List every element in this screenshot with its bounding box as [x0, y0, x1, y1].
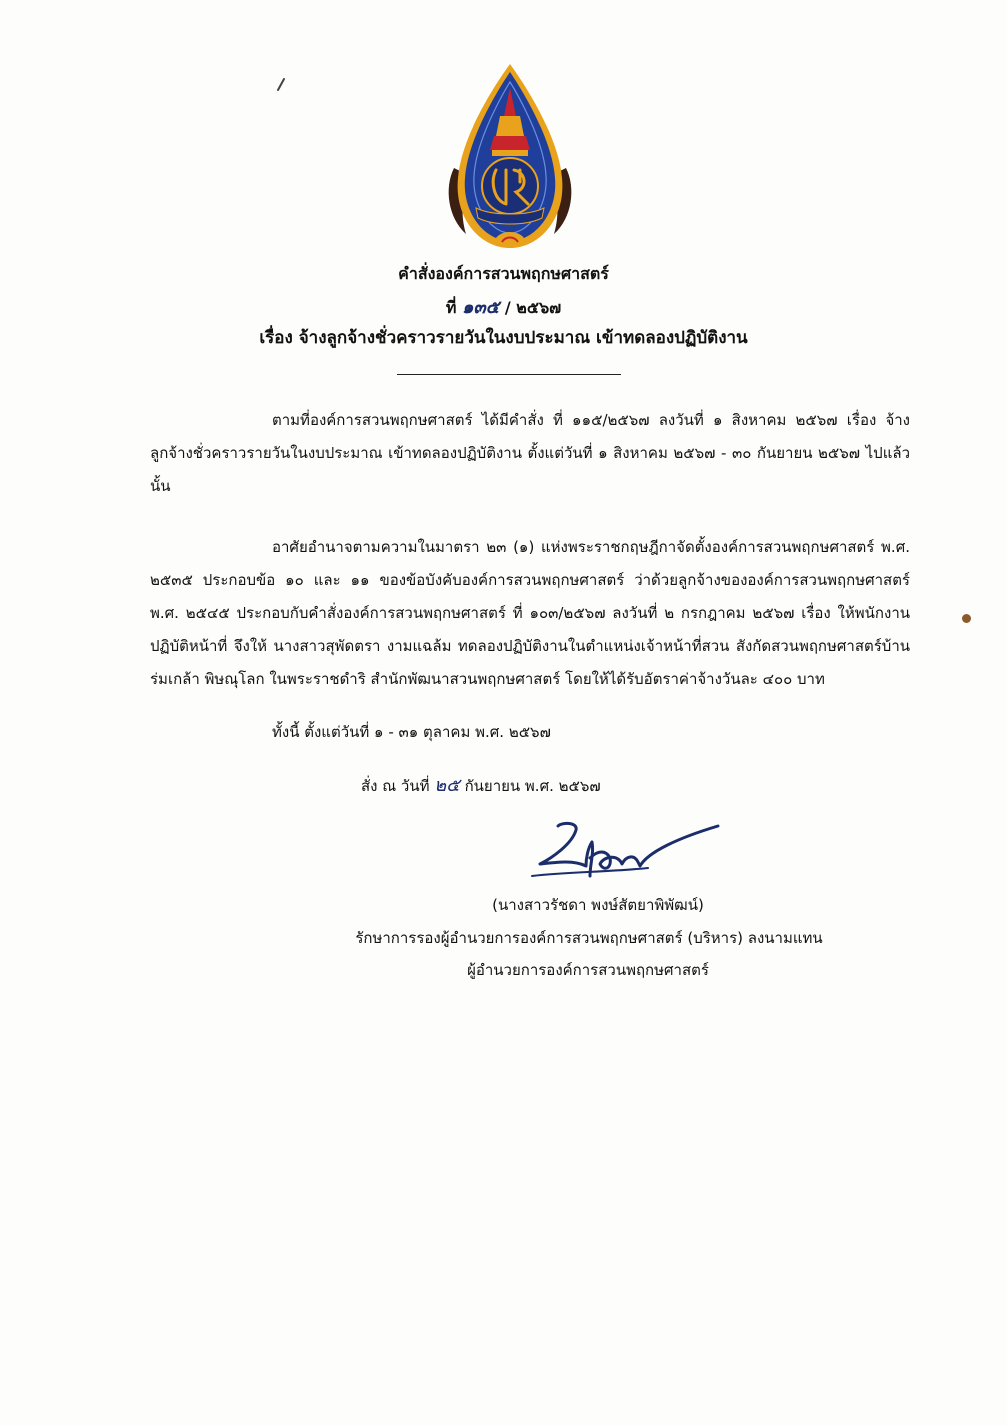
paragraph-authority: อาศัยอำนาจตามความในมาตรา ๒๓ (๑) แห่งพระราชกฤษฎีกาจัดตั้งองค์การสวนพฤกษศาสตร์ พ.ศ. ๒๕๓๕ ประกอบข้อ ๑๐ และ ๑๑ ของข้อบังคับองค์การสวนพฤกษศาสตร์ ว่าด้วยลูกจ้างขององค์การสวนพฤกษศาสตร์ พ.ศ. ๒๕๔๕ ประกอบกับคำสั่งองค์การสวนพฤกษศาสตร์ ที่ ๑๐๓/๒๕๖๗ ลงวันที่ ๒ กรกฎาคม ๒๕๖๗ เรื่อง ให้พนักงานปฏิบัติหน้าที่ จึงให้ นางสาวสุพัดตรา งามแฉล้ม ทดลองปฏิบัติงานในตำแหน่งเจ้าหน้าที่สวน สังกัดสวนพฤกษศาสตร์บ้านร่มเกล้า พิษณุโลก ในพระราชดำริ สำนักพัฒนาสวนพฤกษศาสตร์ โดยให้ได้รับอัตราค่าจ้างวันละ ๔๐๐ บาท — [150, 538, 910, 688]
order-subject: เรื่อง จ้างลูกจ้างชั่วคราวรายวันในงบประมาณ เข้าทดลองปฏิบัติงาน — [259, 328, 748, 348]
signer-title: รักษาการรองผู้อำนวยการองค์การสวนพฤกษศาสตร์ (บริหาร) ลงนามแทน — [355, 929, 823, 947]
signer-organization: ผู้อำนวยการองค์การสวนพฤกษศาสตร์ — [467, 961, 709, 979]
order-number-suffix: / ๒๕๖๗ — [504, 298, 562, 317]
organization-emblem-icon — [440, 58, 580, 258]
order-date — [361, 770, 601, 799]
order-date-suffix: กันยายน พ.ศ. ๒๕๖๗ — [464, 777, 601, 795]
signer-name: (นางสาวรัชดา พงษ์สัตยาพิพัฒน์) — [492, 896, 704, 914]
order-title: คำสั่งองค์การสวนพฤกษศาสตร์ — [398, 264, 609, 283]
paragraph-background: ตามที่องค์การสวนพฤกษศาสตร์ ได้มีคำสั่ง ที่ ๑๑๕/๒๕๖๗ ลงวันที่ ๑ สิงหาคม ๒๕๖๗ เรื่อง จ้างลูกจ้างชั่วคราวรายวันในงบประมาณ เข้าทดลองปฏิบัติงาน ตั้งแต่วันที่ ๑ สิงหาคม ๒๕๖๗ - ๓๐ กันยายน ๒๕๖๗ ไปแล้ว นั้น — [150, 411, 910, 495]
order-number-prefix: ที่ — [445, 298, 457, 317]
order-date-prefix: สั่ง ณ วันที่ — [361, 777, 430, 795]
title-divider — [397, 374, 621, 375]
order-number — [0, 292, 1007, 321]
order-date-handwritten: ๒๕ — [434, 775, 460, 796]
handwritten-signature-icon — [528, 818, 728, 888]
stray-dot-mark — [962, 614, 971, 623]
stray-pen-mark — [276, 78, 286, 92]
order-number-handwritten: ๑๓๕ — [461, 297, 500, 318]
effective-period: ทั้งนี้ ตั้งแต่วันที่ ๑ - ๓๑ ตุลาคม พ.ศ. ๒๕๖๗ — [272, 723, 551, 741]
